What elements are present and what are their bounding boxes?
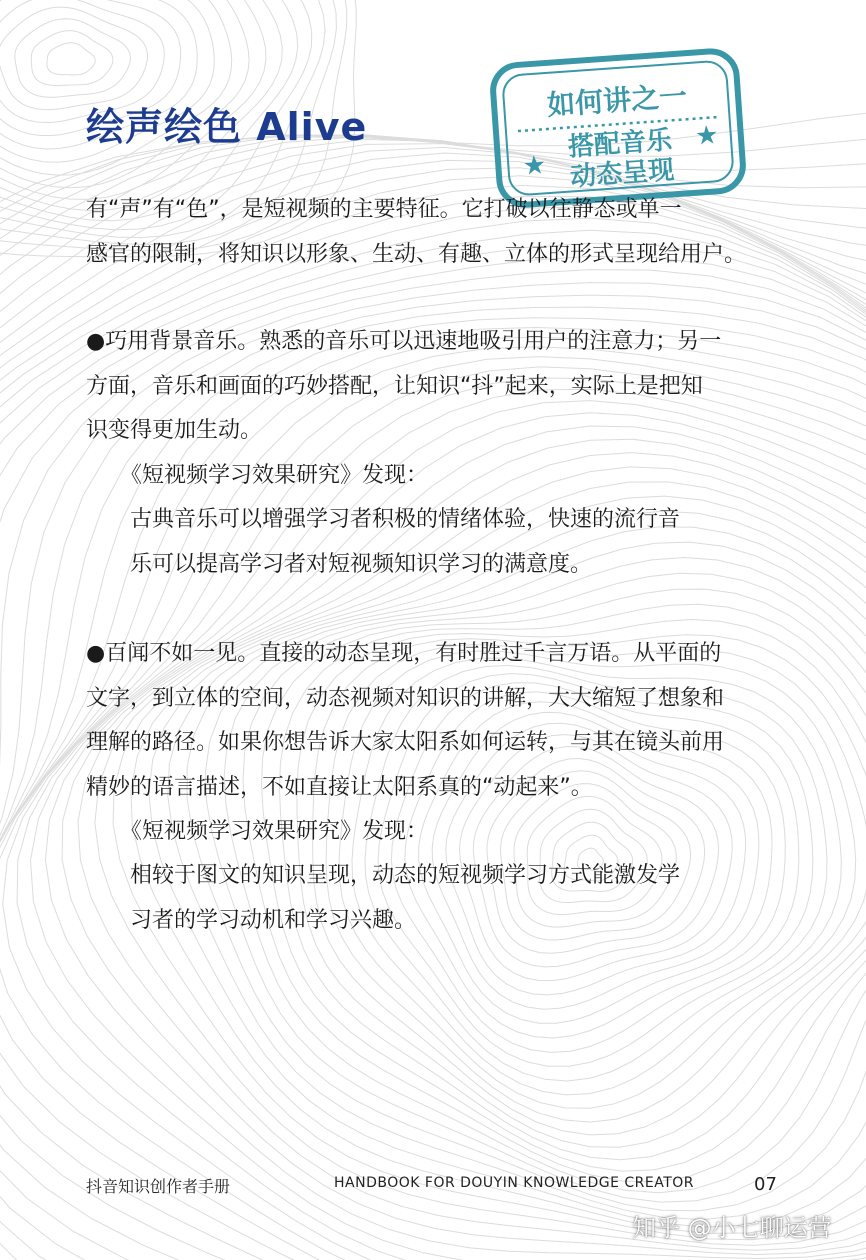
research-quote xyxy=(130,498,770,587)
source-line: 《短视频学习效果研究》发现： xyxy=(120,819,429,844)
text-line: 有“声”有“色”，是短视频的主要特征。它打破以往静态或单一 xyxy=(86,197,682,222)
footer-book-title: 抖音知识创作者手册 xyxy=(86,1177,231,1196)
text-line: 乐可以提高学习者对短视频知识学习的满意度。 xyxy=(130,551,593,577)
text-line: ●巧用背景音乐。熟悉的音乐可以迅速地吸引用户的注意力；另一 xyxy=(86,329,722,354)
zhihu-watermark: 知乎 @小七聊运营 xyxy=(632,1214,832,1242)
text-line: 文字，到立体的空间，动态视频对知识的讲解，大大缩短了想象和 xyxy=(86,685,725,711)
text-line: 习者的学习动机和学习兴趣。 xyxy=(130,907,417,933)
page-number: 07 xyxy=(754,1174,777,1195)
stamp-badge xyxy=(488,44,750,212)
research-quote xyxy=(130,854,770,943)
page-title: 绘声绘色 Alive xyxy=(86,105,368,149)
text-line: 方面，音乐和画面的巧妙搭配，让知识“抖”起来，实际上是把知 xyxy=(86,373,703,399)
source-line: 《短视频学习效果研究》发现： xyxy=(120,463,429,488)
footer-english-title: HANDBOOK FOR DOUYIN KNOWLEDGE CREATOR xyxy=(334,1175,695,1191)
star-icon: ★ xyxy=(521,150,548,182)
text-line: 精妙的语言描述，不如直接让太阳系真的“动起来”。 xyxy=(86,774,593,800)
stamp-line3: 动态呈现 xyxy=(569,155,676,193)
intro-paragraph xyxy=(86,188,786,277)
text-line: 感官的限制，将知识以形象、生动、有趣、立体的形式呈现给用户。 xyxy=(86,241,747,267)
text-line: 理解的路径。如果你想告诉大家太阳系如何运转，与其在镜头前用 xyxy=(86,730,725,755)
text-line: ●百闻不如一见。直接的动态呈现，有时胜过千言万语。从平面的 xyxy=(86,641,722,666)
text-line: 古典音乐可以增强学习者积极的情绪体验，快速的流行音 xyxy=(130,507,681,532)
star-icon: ★ xyxy=(694,120,720,152)
stamp-line2: 搭配音乐 xyxy=(567,125,674,163)
stamp-line1: 如何讲之一 xyxy=(546,79,689,122)
research-source xyxy=(120,454,770,499)
text-line: 相较于图文的知识呈现，动态的短视频学习方式能激发学 xyxy=(130,863,681,888)
research-source xyxy=(120,810,770,855)
text-line: 识变得更加生动。 xyxy=(86,418,263,443)
bullet-dynamic xyxy=(86,632,786,810)
bullet-music xyxy=(86,320,786,454)
